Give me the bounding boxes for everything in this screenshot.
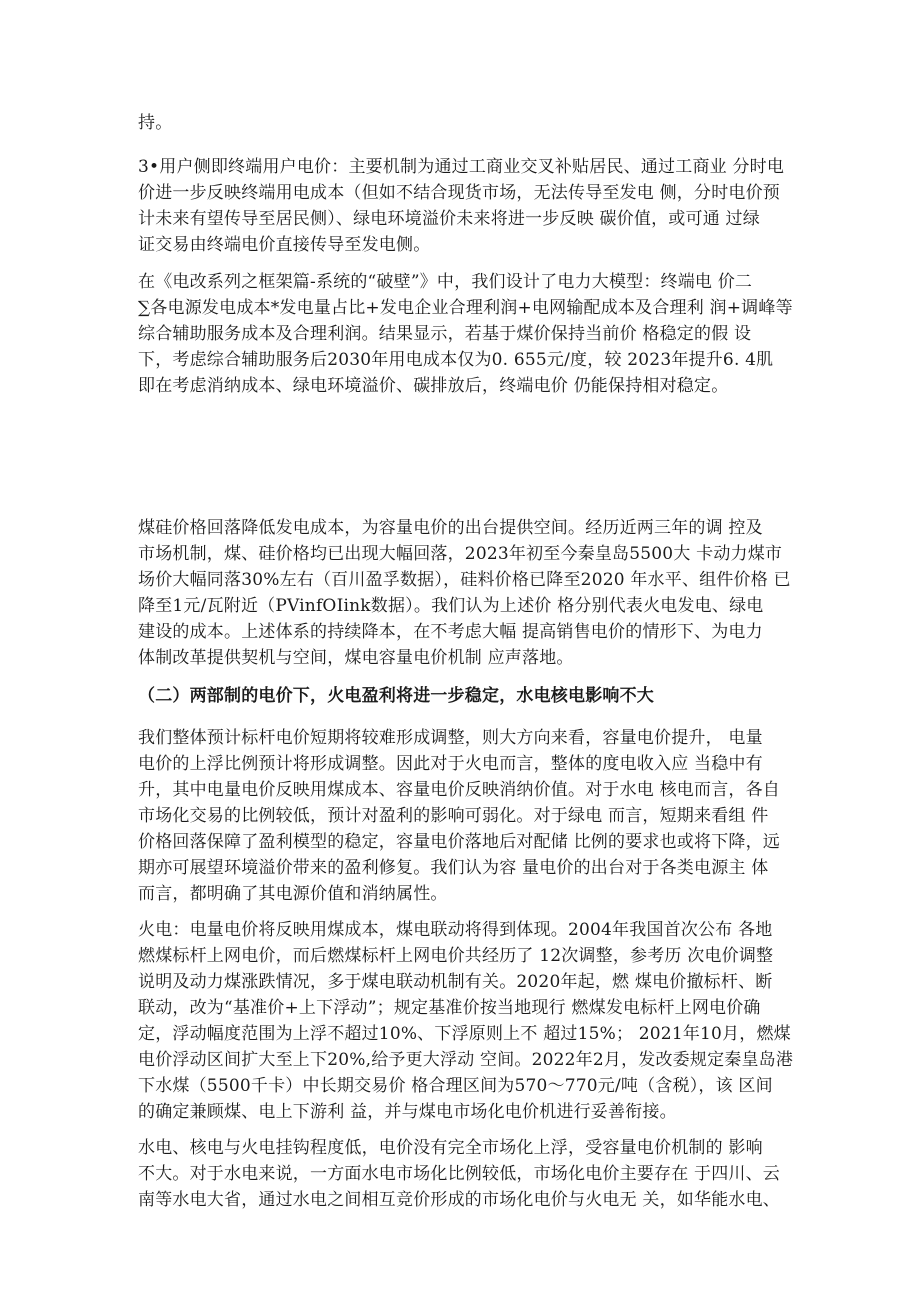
paragraph-line: 不大。对于水电来说，一方面水电市场化比例较低，市场化电价主要存在 于四川、云 <box>138 1164 781 1184</box>
paragraph-line: 而言，都明确了其电源价值和消纳属性。 <box>138 884 448 904</box>
paragraph-line: 定，浮动幅度范围为上浮不超过10%、下浮原则上不 超过15%； 2021年10月，燃煤 <box>138 1024 791 1044</box>
paragraph-line: 南等水电大省，通过水电之间相互竞价形成的市场化电价与火电无 关，如华能水电、 <box>138 1190 781 1210</box>
section-heading: （二）两部制的电价下，火电盈利将进一步稳定，水电核电影响不大 <box>138 686 654 706</box>
paragraph-line: 期亦可展望环境溢价带来的盈利修复。我们认为容 量电价的出台对于各类电源主 体 <box>138 858 769 878</box>
paragraph-line: 即在考虑消纳成本、绿电环境溢价、碳排放后，终端电价 仍能保持相对稳定。 <box>138 376 729 396</box>
paragraph-line: 在《电改系列之框架篇-系统的“破壁”》中，我们设计了电力大模型：终端电 价二 <box>138 272 753 292</box>
paragraph-line: 3•用户侧即终端用户电价：主要机制为通过工商业交叉补贴居民、通过工商业 分时电 <box>138 157 785 177</box>
paragraph-line: 说明及动力煤涨跌情况，多于煤电联动机制有关。2020年起，燃 煤电价撤标杆、断 <box>138 972 773 992</box>
paragraph-line: 持。 <box>138 113 173 133</box>
paragraph-line: 证交易由终端电价直接传导至发电侧。 <box>138 235 431 255</box>
paragraph-line: 市场机制，煤、硅价格均已出现大幅回落，2023年初至今秦皇岛5500大 卡动力煤市 <box>138 544 783 564</box>
paragraph-line: 水电、核电与火电挂钩程度低，电价没有完全市场化上浮，受容量电价机制的 影响 <box>138 1138 763 1158</box>
paragraph-line: 电价的上浮比例预计将形成调整。因此对于火电而言，整体的度电收入应 当稳中有 <box>138 754 763 774</box>
paragraph-line: 联动，改为“基准价+上下浮动”；规定基准价按当地现行 燃煤发电标杆上网电价确 <box>138 998 761 1018</box>
paragraph-line: 计未来有望传导至居民侧）、绿电环境溢价未来将进一步反映 碳价值，或可通 过绿 <box>138 209 760 229</box>
paragraph-line: 煤硅价格回落降低发电成本，为容量电价的出台提供空间。经历近两三年的调 控及 <box>138 518 763 538</box>
paragraph-line: 体制改革提供契机与空间，煤电容量电价机制 应声落地。 <box>138 648 574 668</box>
paragraph-line: 火电：电量电价将反映用煤成本，煤电联动将得到体现。2004年我国首次公布 各地 <box>138 920 773 940</box>
paragraph-line: ∑各电源发电成本*发电量占比+发电企业合理利润+电网输配成本及合理利 润+调峰等 <box>138 298 793 318</box>
paragraph-line: 降至1元/瓦附近（PVinfOIink数据）。我们认为上述价 格分别代表火电发电、绿电 <box>138 596 764 616</box>
paragraph-line: 下水煤（5500千卡）中长期交易价 格合理区间为570〜770元/吨（含税），该 区间 <box>138 1076 773 1096</box>
paragraph-line: 价格回落保障了盈利模型的稳定，容量电价落地后对配储 比例的要求也或将下降，远 <box>138 832 781 852</box>
paragraph-line: 市场化交易的比例较低，预计对盈利的影响可弱化。对于绿电 而言，短期来看组 件 <box>138 806 769 826</box>
paragraph-line: 价进一步反映终端用电成本（但如不结合现货市场，无法传导至发电 侧，分时电价预 <box>138 183 781 203</box>
paragraph-line: 下，考虑综合辅助服务后2030年用电成本仅为0. 655元/度，较 2023年提升6. 4肌 <box>138 350 774 370</box>
paragraph-line: 燃煤标杆上网电价，而后燃煤标杆上网电价共经历了 12次调整，参考历 次电价调整 <box>138 946 774 966</box>
paragraph-line: 我们整体预计标杆电价短期将较难形成调整，则大方向来看，容量电价提升， 电量 <box>138 728 763 748</box>
paragraph-line: 电价浮动区间扩大至上下20%,给予更大浮动 空间。2022年2月，发改委规定秦皇岛港 <box>138 1050 794 1070</box>
paragraph-line: 综合辅助服务成本及合理利润。结果显示，若基于煤价保持当前价 格稳定的假 设 <box>138 324 752 344</box>
paragraph-line: 的确定兼顾煤、电上下游利 益，并与煤电市场化电价机进行妥善衔接。 <box>138 1102 677 1122</box>
paragraph-line: 升，其中电量电价反映用煤成本、容量电价反映消纳价值。对于水电 核电而言，各自 <box>138 780 781 800</box>
paragraph-line: 建设的成本。上述体系的持续降本，在不考虑大幅 提高销售电价的情形下、为电力 <box>138 622 763 642</box>
paragraph-line: 场价大幅同落30%左右（百川盈孚数据），硅料价格已降至2020 年水平、组件价格 已 <box>138 570 791 590</box>
